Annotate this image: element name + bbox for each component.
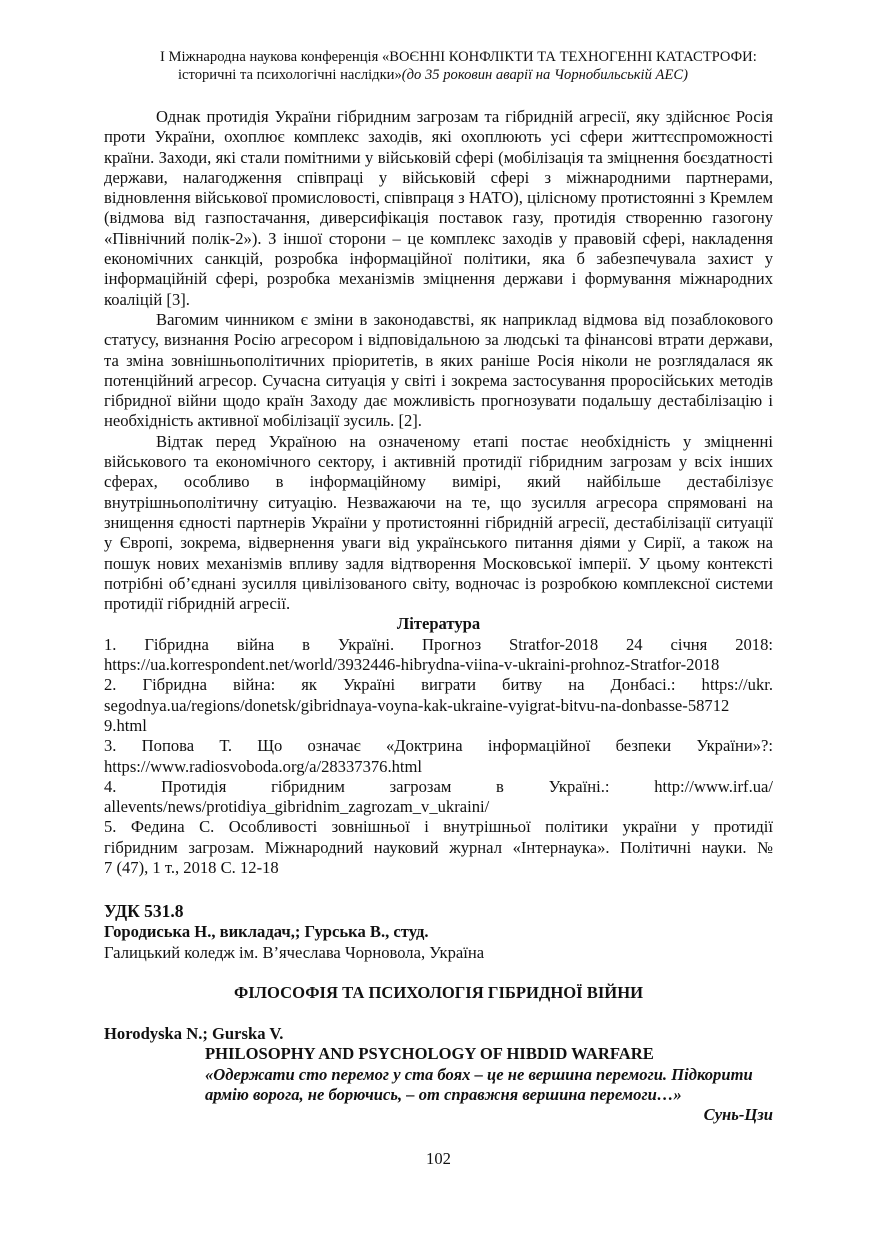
udk-code: УДК 531.8	[104, 901, 184, 922]
epigraph-line-2: армію ворога, не борючись, – от справжня вершина перемоги…»	[205, 1085, 682, 1105]
page-number: 102	[426, 1149, 451, 1168]
reference-1-line-1: 1. Гібридна війна в Україні. Прогноз Stratfor-2018 24 січня 2018:	[104, 634, 773, 654]
reference-5-line-2: гібридним загрозам. Міжнародний науковий журнал «Інтернаука». Політичні науки. №	[104, 837, 773, 857]
reference-item-4	[104, 777, 773, 818]
epigraph-author: Сунь-Цзи	[703, 1105, 773, 1125]
literature-heading: Література	[396, 614, 481, 634]
running-head-italic-note: (до 35 роковин аварії на Чорнобильській АЕС)	[401, 67, 688, 83]
running-head-line-1: І Міжнародна наукова конференція «ВОЄННІ КОНФЛІКТИ ТА ТЕХНОГЕННІ КАТАСТРОФИ:	[160, 49, 757, 65]
article-affiliation: Галицький коледж ім. В’ячеслава Чорновола, Україна	[104, 942, 485, 962]
body-paragraph-2: Вагомим чинником є зміни в законодавстві, як наприклад відмова від позаблокового статусу, визнання Росію агресором і відповідальною за людські та фінансові втрати держави, та зміна зовнішньополітичних пріоритетів, в яких раніше Росія ніколи не розглядалася як потенційний агресор. Сучасна ситуація у світі і зокрема застосування проросійських методів гібридної війни щодо країн Заходу дає можливість прогнозувати подальшу дестабілізацію і необхідність активної мобілізації зусиль. [2].	[104, 309, 773, 431]
article-authors-en: Horodyska N.; Gurska V.	[104, 1024, 284, 1044]
article-authors: Городиська Н., викладач,; Гурська В., студ.	[104, 922, 429, 942]
reference-item-3	[104, 736, 773, 777]
running-head-subtitle: історичні та психологічні наслідки»	[178, 67, 402, 83]
reference-item-5	[104, 817, 773, 878]
reference-4-url[interactable]: allevents/news/protidiya_gibridnim_zagrozam_v_ukraini/	[104, 797, 490, 817]
reference-2-line-1: 2. Гібридна війна: як Україні виграти битву на Донбасі.: https://ukr.	[104, 675, 773, 695]
reference-4-line-1: 4. Протидія гібридним загрозам в Україні.: http://www.irf.ua/	[104, 776, 773, 796]
reference-item-2	[104, 675, 773, 736]
reference-1-url[interactable]: https://ua.korrespondent.net/world/3932446-hibrydna-viina-v-ukraini-prohnoz-Stratfor-2018	[104, 655, 720, 675]
body-paragraph-3: Відтак перед Україною на означеному етапі постає необхідність у зміцненні військового та економічного сектору, і активній протидії гібридним загрозам у всіх інших сферах, особливо в інформаційному вимірі, який найбільше дестабілізує внутрішньополітичну ситуацію. Незважаючи на те, що зусилля агресора спрямовані на знищення єдності партнерів України у протистоянні гібридній агресії, дестабілізації ситуації у Європі, зокрема, відвернення уваги від українського питання діями у Сирії, а також на пошук нових механізмів впливу задля відтворення Московської імперії. У цьому контексті потрібні об’єднані зусилля цивілізованого світу, водночас із розробкою комплексної системи протидії гібридній агресії.	[104, 431, 773, 614]
epigraph-line-1: «Одержати сто перемог у ста боях – це не вершина перемоги. Підкорити	[205, 1064, 753, 1084]
reference-2-url-end[interactable]: 9.html	[104, 715, 147, 735]
reference-5-line-3: 7 (47), 1 т., 2018 С. 12-18	[104, 857, 279, 877]
reference-item-1	[104, 635, 773, 676]
article-title-ua: ФІЛОСОФІЯ ТА ПСИХОЛОГІЯ ГІБРИДНОЇ ВІЙНИ	[233, 982, 644, 1002]
reference-3-url[interactable]: https://www.radiosvoboda.org/a/28337376.html	[104, 756, 423, 776]
running-head	[104, 48, 773, 84]
reference-2-url[interactable]: segodnya.ua/regions/donetsk/gibridnaya-voyna-kak-ukraine-vyigrat-bitvu-na-donbasse-58712	[104, 695, 730, 715]
reference-5-line-1: 5. Федина С. Особливості зовнішньої і внутрішньої політики україни у протидії	[104, 817, 773, 837]
page-content	[104, 107, 773, 1126]
reference-3-line-1: 3. Попова Т. Що означає «Доктрина інформаційної безпеки України»?:	[104, 736, 773, 756]
article-title-en: PHILOSOPHY AND PSYCHOLOGY OF HIBDID WARFARE	[205, 1044, 654, 1064]
running-head-line-2	[104, 66, 773, 84]
body-paragraph-1: Однак протидія України гібридним загрозам та гібридній агресії, яку здійснює Росія проти України, охоплює комплекс заходів, які охоплюють усі сфери життєспроможності країни. Заходи, які стали помітними у військовій сфері (мобілізація та зміцнення боєздатності держави, налагодження співпраці у військовій сфері з міжнародними партнерами, відновлення військової промисловості, співпраця з НАТО), цілісному протистоянні з Кремлем (відмова від газпостачання, диверсифікація поставок газу, протидія створенню газогону «Північний полік-2»). З іншої сторони – це комплекс заходів у правовій сфері, накладення економічних санкцій, розробка інформаційної політики, яка б забезпечувала захист у інформаційній сфері, розробка механізмів зміцнення держави і формування міжнародних коаліцій [3].	[104, 107, 773, 309]
